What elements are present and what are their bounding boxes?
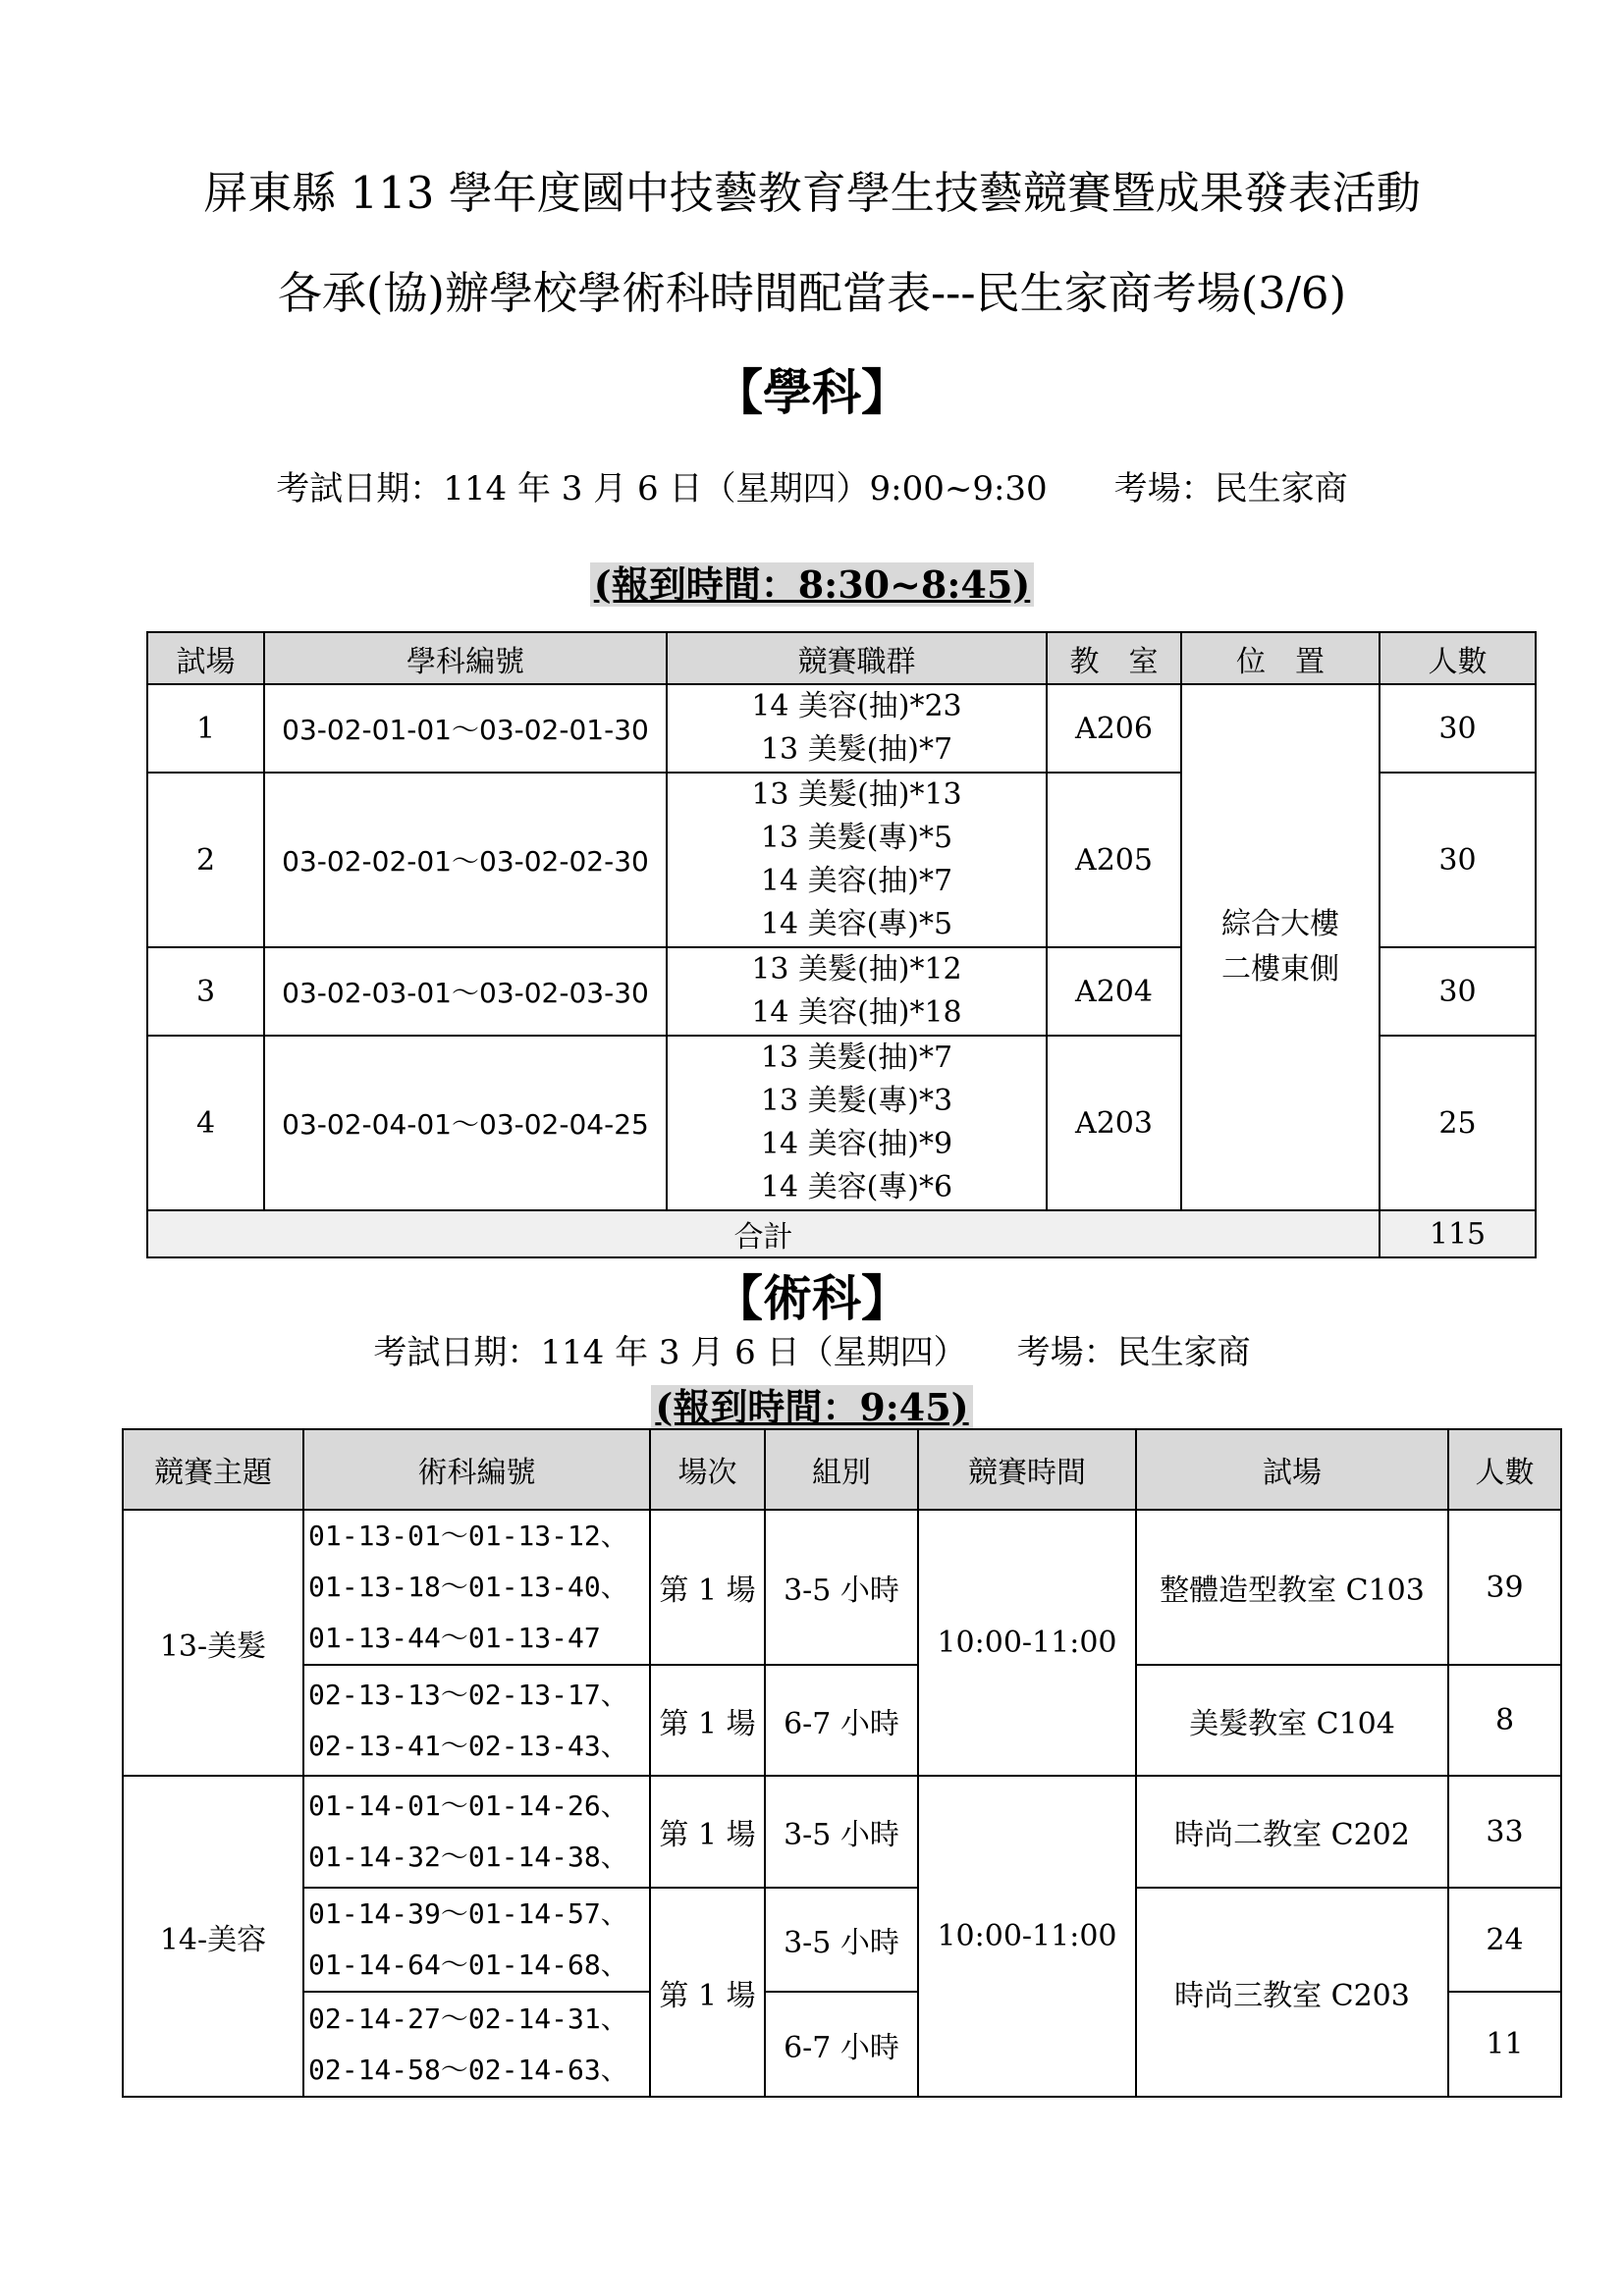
session-cell: 第 1 場 xyxy=(650,1510,765,1665)
group-line: 14 美容(抽)*18 xyxy=(751,995,962,1030)
academic-heading: 【學科】 xyxy=(714,363,910,421)
group-cell: 6-7 小時 xyxy=(765,1992,918,2097)
code-cell: 03-02-04-01～03-02-04-25 xyxy=(264,1036,667,1210)
table-row xyxy=(123,1665,1561,1776)
group-line: 13 美髮(專)*3 xyxy=(760,1084,953,1118)
count-cell: 33 xyxy=(1448,1776,1561,1888)
table-row xyxy=(123,1888,1561,1990)
count-cell: 24 xyxy=(1448,1888,1561,1992)
groups-cell xyxy=(667,684,1047,773)
group-line: 14 美容(專)*5 xyxy=(760,907,953,941)
group-line: 14 美容(抽)*23 xyxy=(751,689,962,723)
classroom-cell: A204 xyxy=(1047,947,1181,1036)
location-line: 綜合大樓 xyxy=(1221,907,1339,941)
column-header: 試場 xyxy=(147,632,264,684)
document-title-line1: 屏東縣 113 學年度國中技藝教育學生技藝競賽暨成果發表活動 xyxy=(203,167,1421,219)
practical-report-time: (報到時間：9:45) xyxy=(651,1385,972,1429)
code-line: 01-14-39～01-14-57、 xyxy=(308,1897,628,1930)
room-cell: 整體造型教室 C103 xyxy=(1136,1510,1448,1665)
room-cell: 4 xyxy=(147,1036,264,1210)
academic-report-time: (報到時間：8:30~8:45) xyxy=(590,562,1035,607)
theme-cell: 14-美容 xyxy=(123,1776,303,2097)
group-line: 13 美髮(抽)*12 xyxy=(751,952,962,987)
column-header: 學科編號 xyxy=(264,632,667,684)
count-cell: 30 xyxy=(1380,684,1536,773)
table-header-row xyxy=(123,1429,1561,1510)
classroom-cell: A203 xyxy=(1047,1036,1181,1210)
count-cell: 25 xyxy=(1380,1036,1536,1210)
group-line: 13 美髮(專)*5 xyxy=(760,821,953,855)
time-cell: 10:00-11:00 xyxy=(918,1776,1136,2097)
count-cell: 39 xyxy=(1448,1510,1561,1665)
code-cell: 03-02-03-01～03-02-03-30 xyxy=(264,947,667,1036)
column-header: 場次 xyxy=(650,1429,765,1510)
group-line: 14 美容(專)*6 xyxy=(760,1170,953,1204)
group-cell: 3-5 小時 xyxy=(765,1776,918,1888)
column-header: 人數 xyxy=(1380,632,1536,684)
code-line: 01-14-64～01-14-68、 xyxy=(308,1949,628,1981)
code-line: 01-13-44～01-13-47 xyxy=(308,1622,601,1654)
room-cell: 時尚二教室 C202 xyxy=(1136,1776,1448,1888)
count-cell: 8 xyxy=(1448,1665,1561,1776)
column-header: 競賽職群 xyxy=(667,632,1047,684)
practical-heading: 【術科】 xyxy=(714,1269,910,1327)
code-line: 02-13-41～02-13-43、 xyxy=(308,1729,628,1762)
classroom-cell: A206 xyxy=(1047,684,1181,773)
time-cell: 10:00-11:00 xyxy=(918,1510,1136,1776)
code-line: 01-13-01～01-13-12、 xyxy=(308,1520,628,1552)
group-cell: 6-7 小時 xyxy=(765,1665,918,1776)
group-line: 14 美容(抽)*7 xyxy=(760,864,953,898)
academic-schedule-table xyxy=(146,631,1537,1258)
theme-cell: 13-美髮 xyxy=(123,1510,303,1776)
column-header: 試場 xyxy=(1136,1429,1448,1510)
code-line: 01-13-18～01-13-40、 xyxy=(308,1571,628,1603)
total-row xyxy=(147,1210,1536,1257)
session-cell: 第 1 場 xyxy=(650,1888,765,2097)
room-cell: 3 xyxy=(147,947,264,1036)
code-line: 02-14-58～02-14-63、 xyxy=(308,2053,628,2086)
session-cell: 第 1 場 xyxy=(650,1776,765,1888)
column-header: 教 室 xyxy=(1047,632,1181,684)
count-cell: 11 xyxy=(1448,1992,1561,2097)
count-cell: 30 xyxy=(1380,947,1536,1036)
table-row xyxy=(123,1510,1561,1665)
groups-cell xyxy=(667,1036,1047,1210)
group-cell: 3-5 小時 xyxy=(765,1510,918,1665)
group-line: 13 美髮(抽)*7 xyxy=(760,1041,953,1075)
column-header: 術科編號 xyxy=(303,1429,650,1510)
total-value: 115 xyxy=(1380,1210,1536,1257)
practical-schedule-table xyxy=(122,1428,1562,2098)
code-line: 02-14-27～02-14-31、 xyxy=(308,2002,628,2035)
code-line: 02-13-13～02-13-17、 xyxy=(308,1678,628,1711)
count-cell: 30 xyxy=(1380,773,1536,947)
total-label: 合計 xyxy=(147,1210,1380,1257)
group-line: 13 美髮(抽)*13 xyxy=(751,777,962,812)
column-header: 人數 xyxy=(1448,1429,1561,1510)
column-header: 競賽時間 xyxy=(918,1429,1136,1510)
academic-exam-info: 考試日期：114 年 3 月 6 日（星期四）9:00~9:30 考場：民生家商 xyxy=(276,469,1348,508)
location-line: 二樓東側 xyxy=(1221,952,1339,987)
groups-cell xyxy=(667,773,1047,947)
code-cell: 03-02-02-01～03-02-02-30 xyxy=(264,773,667,947)
room-cell: 2 xyxy=(147,773,264,947)
code-line: 01-14-32～01-14-38、 xyxy=(308,1841,628,1873)
table-header-row xyxy=(147,632,1536,684)
codes-cell xyxy=(303,1665,650,1776)
room-cell: 時尚三教室 C203 xyxy=(1136,1888,1448,2097)
group-cell: 3-5 小時 xyxy=(765,1888,918,1992)
code-cell: 03-02-01-01～03-02-01-30 xyxy=(264,684,667,773)
code-line: 01-14-01～01-14-26、 xyxy=(308,1789,628,1822)
document-title-line2: 各承(協)辦學校學術科時間配當表---民生家商考場(3/6) xyxy=(277,267,1347,319)
room-cell: 美髮教室 C104 xyxy=(1136,1665,1448,1776)
classroom-cell: A205 xyxy=(1047,773,1181,947)
codes-cell xyxy=(303,1510,650,1665)
codes-cell xyxy=(303,1992,650,2097)
group-line: 14 美容(抽)*9 xyxy=(760,1127,953,1161)
table-row xyxy=(147,684,1536,773)
column-header: 競賽主題 xyxy=(123,1429,303,1510)
column-header: 位 置 xyxy=(1181,632,1380,684)
room-cell: 1 xyxy=(147,684,264,773)
session-cell: 第 1 場 xyxy=(650,1665,765,1776)
groups-cell xyxy=(667,947,1047,1036)
group-line: 13 美髮(抽)*7 xyxy=(760,732,953,767)
practical-exam-info: 考試日期：114 年 3 月 6 日（星期四） 考場：民生家商 xyxy=(373,1333,1251,1372)
column-header: 組別 xyxy=(765,1429,918,1510)
codes-cell xyxy=(303,1888,650,1992)
table-row xyxy=(123,1776,1561,1888)
codes-cell xyxy=(303,1776,650,1888)
location-cell xyxy=(1181,684,1380,1210)
